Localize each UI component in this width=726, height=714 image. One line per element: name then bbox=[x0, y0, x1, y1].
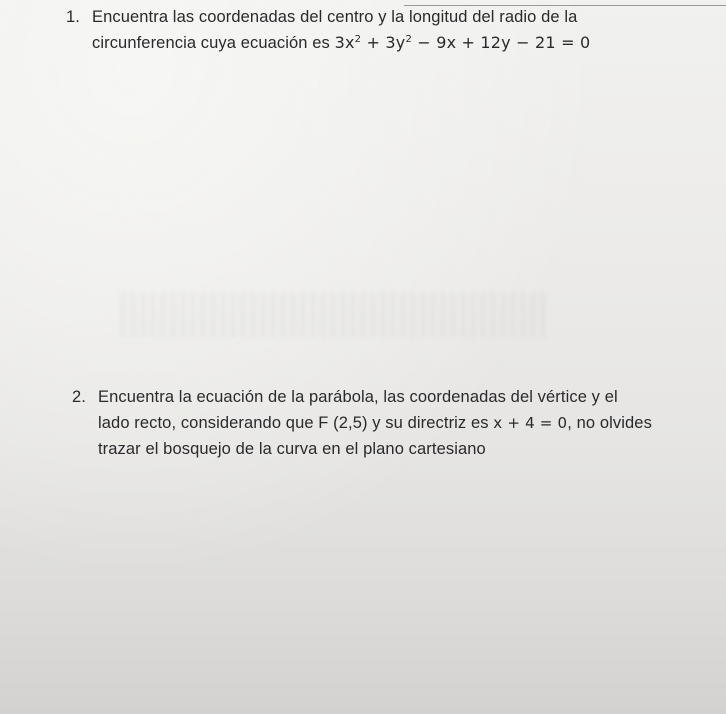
problem-2-statement-line-1: Encuentra la ecuación de la parábola, las coordenadas del vértice y el bbox=[98, 388, 618, 406]
problem-1-line-2 bbox=[66, 30, 686, 56]
problem-1 bbox=[66, 4, 686, 56]
equation-term-1: 3x bbox=[334, 33, 355, 52]
circle-equation bbox=[335, 33, 591, 52]
problem-1-statement-line-1: Encuentra las coordenadas del centro y la longitud del radio de la bbox=[92, 8, 578, 26]
problem-2-line-2 bbox=[72, 410, 672, 436]
problem-2-statement-line-3: trazar el bosquejo de la curva en el plano cartesiano bbox=[98, 440, 486, 458]
directrix-equation: x + 4 = 0 bbox=[493, 414, 568, 432]
bleed-through-shadow bbox=[120, 292, 550, 338]
equation-term-3: − 9x + 12y − 21 = 0 bbox=[412, 33, 591, 52]
problem-1-statement-line-2: circunferencia cuya ecuación es bbox=[92, 34, 335, 52]
problem-1-line-1 bbox=[66, 4, 686, 30]
problem-2-statement-line-2a: lado recto, considerando que F (2,5) y su directriz es bbox=[98, 414, 494, 432]
problem-2-number: 2. bbox=[72, 388, 86, 406]
problem-2-statement-line-2b: , no olvides bbox=[567, 414, 652, 432]
problem-2-line-1 bbox=[72, 384, 672, 410]
problem-2-line-3 bbox=[72, 436, 672, 462]
problem-2 bbox=[72, 384, 672, 462]
problem-1-number: 1. bbox=[66, 8, 80, 26]
equation-term-2: + 3y bbox=[361, 33, 406, 52]
equation-exponent-1: 2 bbox=[354, 34, 362, 45]
equation-exponent-2: 2 bbox=[405, 34, 413, 45]
